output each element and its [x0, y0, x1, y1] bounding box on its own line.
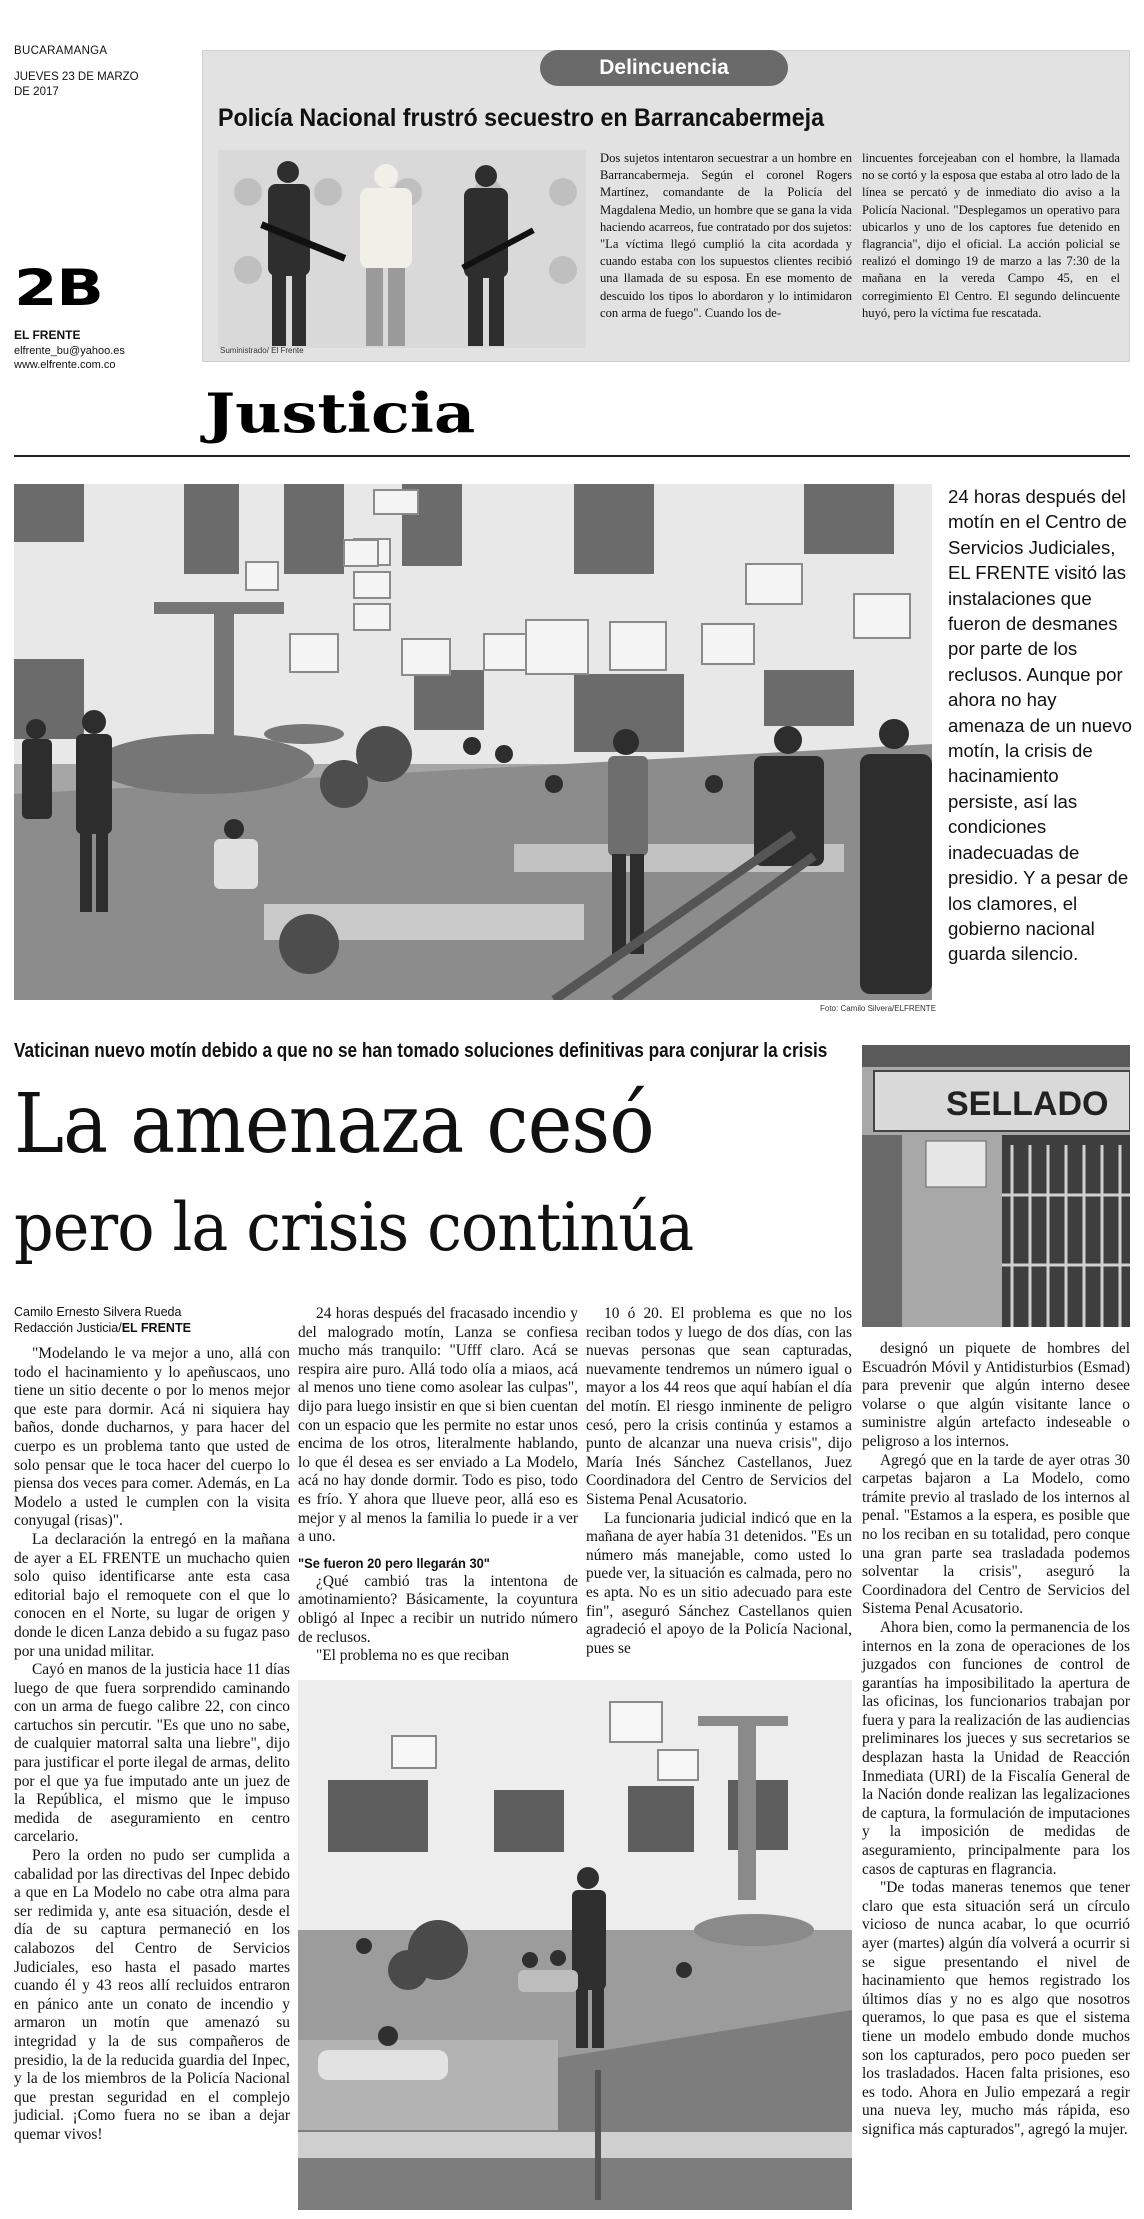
section-title: Justicia: [205, 381, 476, 445]
paragraph: 10 ó 20. El problema es que no los reciban todos y luego de dos días, con las nuevas personas que sean capturadas, nuevamente tendremos un número igual o mayor a los 44 reos que aquí habían el día del motín. El riesgo inminente de peligro cesó, pero la crisis continúa y estamos a punto de alcanzar una nueva crisis", dijo María Inés Sánchez Castellanos, Juez Coordinadora del Centro de Servicios del Sistema Penal Acusatorio.: [586, 1305, 852, 1508]
top-story-photo: [218, 150, 586, 348]
page-number: 2B: [14, 259, 103, 317]
masthead-web: www.elfrente.com.co: [14, 359, 116, 371]
masthead-email: elfrente_bu@yahoo.es: [14, 345, 125, 357]
byline-paper: EL FRENTE: [121, 1321, 191, 1335]
masthead-paper: EL FRENTE: [14, 328, 81, 342]
paragraph: La declaración la entregó en la mañana de ayer a EL FRENTE un muchacho quien solo quiso identificarse ante esta casa editorial bajo el remoquete con el que lo conocen en el Norte, su lugar de origen y donde le dicen Lanza debido a su fugaz paso por una unidad militar.: [14, 1530, 290, 1660]
main-photo-caption: 24 horas después del motín en el Centro de Servicios Judiciales, EL FRENTE visitó las instalaciones que fueron de desmanes por parte de los reclusos. Aunque por ahora no hay amenaza de un nuevo motín, la crisis de hacinamiento persiste, así las condiciones inadecuadas de presidio. Y a pesar de los clamores, el gobierno nacional guarda silencio.: [948, 486, 1133, 965]
paragraph: La funcionaria judicial indicó que en la mañana de ayer había 31 detenidos. "Es un número más manejable, como usted lo puede ver, la situación es calmada, pero no es apta. No es un sitio adecuado para este fin", aseguró Sánchez Castellanos quien agradeció el apoyo de la Policía Nacional, pues se: [586, 1509, 852, 1657]
top-photo-credit: Suministrado/ El Frente: [220, 346, 304, 355]
paragraph: Cayó en manos de la justicia hace 11 días luego de que fuera sorprendido caminando con un arma de fuego calibre 22, con cinco cartuchos sin percutir. "Es que uno no sabe, de cualquier matorral salta una liebre", dijo para justificar el porte ilegal de armas, delito por el que ya fue imputado ante un juez de la República, el mismo que le impuso medida de aseguramiento en centro carcelario.: [14, 1661, 290, 1846]
byline-author: Camilo Ernesto Silvera Rueda: [14, 1305, 182, 1319]
top-story-headline: Policía Nacional frustró secuestro en Barrancabermeja: [218, 104, 825, 132]
article-column-4: [862, 1340, 1130, 2140]
category-pill: Delincuencia: [540, 50, 788, 86]
paragraph: Pero la orden no pudo ser cumplida a cabalidad por las directivas del Inpec debido a que en La Modelo no cabe otra alma para ser redimida y, ante esa situación, desde el día de su captura permaneció en los calabozos del Centro de Servicios Judiciales, eso hasta el pasado martes cuando él y 43 reos allí recluidos entraron en pánico ante un conato de incendio y armaron un motín que amenazó su integridad y la de sus compañeros de presidio, la de la reducida guardia del Inpec, y la de los miembros de la Policía Nacional que prestan seguridad en el complejo judicial. ¡Como fuera no se iban a dejar quemar vivos!: [14, 1847, 290, 2143]
paragraph: Agregó que en la tarde de ayer otras 30 carpetas bajaron a La Modelo, como trámite previo al traslado de los internos al penal. "Estamos a la espera, es posible que no los reciban en su totalidad, pero conque una gran parte sea trasladada podemos solventar la crisis", aseguró la Coordinadora del Centro de Servicios del Sistema Penal Acusatorio.: [862, 1451, 1130, 1618]
article-column-1: [14, 1345, 290, 2145]
byline-desk-label: Redacción Justicia/: [14, 1321, 122, 1335]
paragraph: designó un piquete de hombres del Escuadrón Móvil y Antidisturbios (Esmad) para prevenir que algún interno desee volarse o que algún visitante lance o suministre algún artefacto indeseable o peligroso a los internos.: [862, 1340, 1130, 1450]
byline-desk: [14, 1321, 191, 1335]
section-divider: [14, 455, 1130, 457]
sellado-sign: SELLADO: [946, 1085, 1109, 1123]
article-subhead: "Se fueron 20 pero llegarán 30": [298, 1554, 490, 1571]
masthead-city: BUCARAMANGA: [14, 45, 108, 57]
paragraph: "Modelando le va mejor a uno, allá con todo el hacinamiento y lo apeñuscaos, uno tiene un sitio decente o por lo menos mejor que este para dormir. Acá ni siquiera hay baños, donde ducharnos, y para hacer del cuerpo es un problema tanto que usted de solo pensar que le toca hacer del cuerpo lo piensa dos veces para comer. Además, en La Modelo a usted le cumplen con la visita conyugal (risas)".: [14, 1345, 290, 1530]
article-headline-line-1: La amenaza cesó: [14, 1077, 654, 1172]
article-headline-line-2: pero la crisis continúa: [14, 1189, 694, 1266]
paragraph: 24 horas después del fracasado incendio y del malogrado motín, Lanza se confiesa mucho más tranquilo: "Ufff claro. Acá se respira aire puro. Allá todo olía a miaos, acá al menos uno tiene como asolear las culpas", dijo para luego insistir en que si bien cuentan con un espacio que les permite no estar unos encima de los otros, literalmente hablando, lo que él desea es ser enviado a La Modelo, acá no hay donde dormir. Todo es piso, todo es frío. Y ahora que llueve peor, allá eso es mejor y al menos la familia lo puede ir a ver a uno.: [298, 1305, 578, 1546]
top-story-column-2: lincuentes forcejeaban con el hombre, la llamada no se cortó y la esposa que estaba al otro lado de la línea se percató y de inmediato dio aviso a la Policía Nacional. "Desplegamos un operativo para ubicarlos y uno de los captores fue detenido en flagrancia", dijo el oficial. La acción policial se realizó el domingo 19 de marzo a las 7:30 de la mañana en la vereda Campo 45, en el corregimiento El Centro. El segundo delincuente huyó, pero la víctima fue rescatada.: [862, 151, 1120, 320]
article-kicker: Vaticinan nuevo motín debido a que no se han tomado soluciones definitivas para conjurar la crisis: [14, 1040, 828, 1062]
sellado-photo: [862, 1045, 1130, 1327]
top-story-column-1: Dos sujetos intentaron secuestrar a un hombre en Barrancabermeja. Según el coronel Rogers Martínez, comandante de la Policía del Magdalena Medio, un hombre que se gana la vida haciendo acarreos, fue contratado por dos sujetos: "La víctima llegó cumplió la cita acordada y cuando estaba con los supuestos clientes recibió una llamada de su esposa. En ese momento de descuido los tipos lo abordaron y lo intimidaron con arma de fuego". Cuando los de-: [600, 151, 852, 320]
masthead-date: JUEVES 23 DE MARZO DE 2017: [14, 71, 139, 98]
article-column-2: [298, 1305, 578, 1666]
main-photo-credit: Foto: Camilo Silvera/ELFRENTE: [820, 1004, 937, 1013]
article-column-3: [586, 1305, 852, 1658]
paragraph: "El problema no es que reciban: [316, 1647, 510, 1665]
main-photo: [14, 484, 932, 1000]
paragraph: Ahora bien, como la permanencia de los internos en la zona de operaciones de los juzgados con funciones de control de garantías ha imposibilitado la apertura de las oficinas, los funcionarios trabajan por fuera y para la realización de las audiencias preliminares los jueces y sus secretarios se desplazan hasta la Unidad de Reacción Inmediata (URI) de la Fiscalía General de la Nación donde realizan las legalizaciones de captura, la formulación de imputaciones y la imposición de medidas de aseguramiento, principalmente para los casos de capturas en flagrancia.: [862, 1618, 1130, 1878]
paragraph: "De todas maneras tenemos que tener claro que esta situación será un círculo vicioso de nunca acabar, lo que ocurrió ayer (martes) algún día volverá a ocurrir si se sigue presentando el nivel de hacinamiento que hemos registrado los últimos días y no es algo que nosotros queramos, lo que pasa es que el sistema tiene un modelo embudo donde muchos son los capturados, pero poco pueden ser los trasladados. Hacen falta prisiones, eso es todo. Ahora en Julio empezará a regir una nueva ley, mucho más rápida, eso significa más capturados", agregó la mujer.: [862, 1879, 1130, 2138]
inner-photo: [298, 1680, 852, 2210]
paragraph: ¿Qué cambió tras la intentona de amotinamiento? Básicamente, la coyuntura obligó al Inpec a recibir un nutrido número de reclusos.: [298, 1572, 578, 1646]
